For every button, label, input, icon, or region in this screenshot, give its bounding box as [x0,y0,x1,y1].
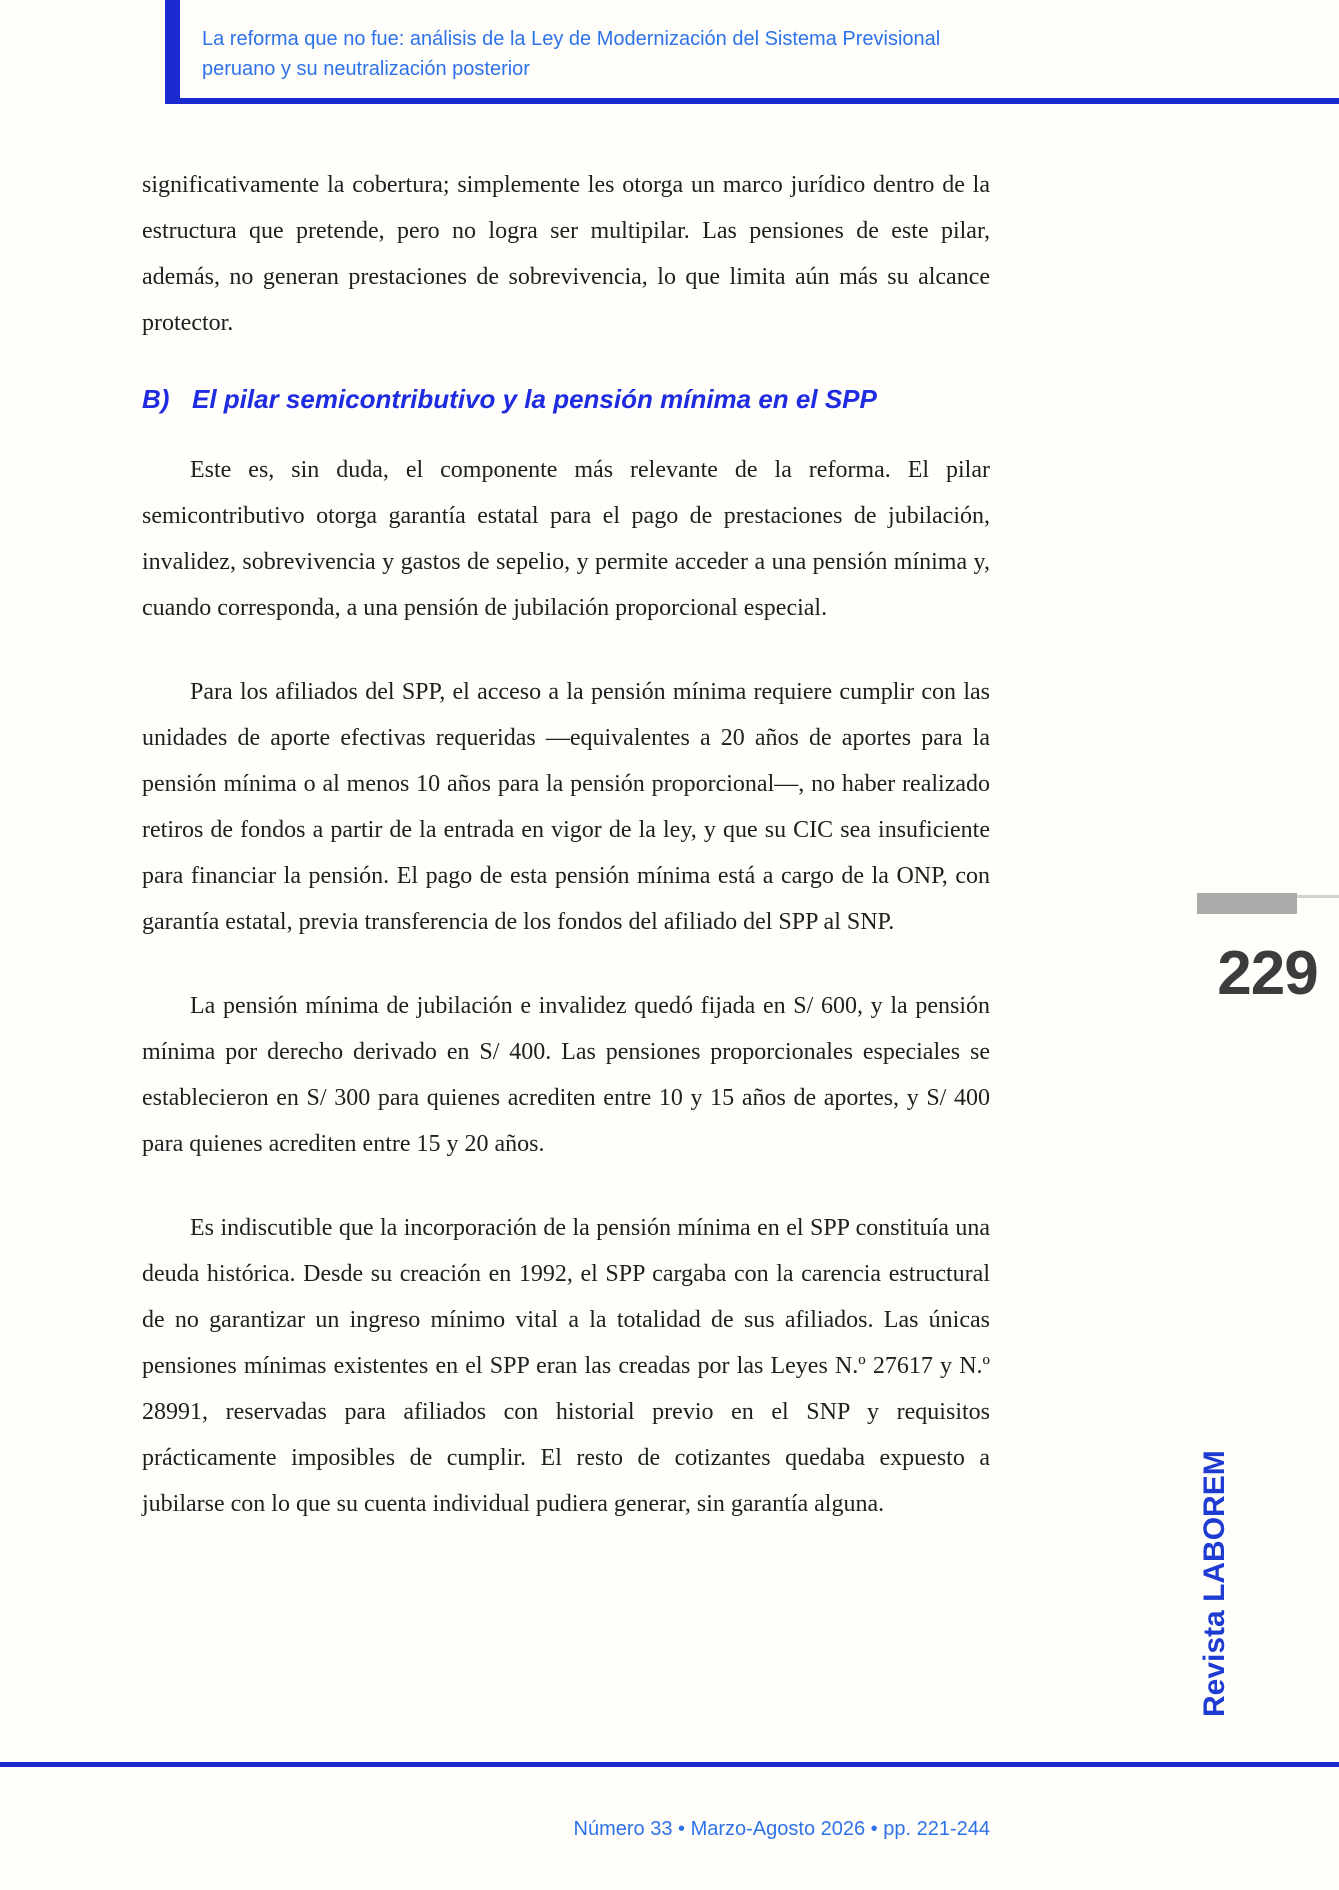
section-heading-label: B) [142,384,170,414]
journal-name-vertical: Revista LABOREM [1198,1450,1231,1717]
section-heading-title: El pilar semicontributivo y la pensión mínima en el SPP [192,384,877,414]
section-heading [142,384,990,415]
page-number: 229 [1217,939,1318,1008]
body-paragraph: Es indiscutible que la incorporación de la pensión mínima en el SPP constituía una deuda histórica. Desde su creación en 1992, el SPP cargaba con la carencia estructural de no garantizar un ingreso mínimo vital a la totalidad de sus afiliados. Las únicas pensiones mínimas existentes en el SPP eran las creadas por las Leyes N.º 27617 y N.º 28991, reservadas para afiliados con historial previo en el SNP y requisitos prácticamente imposibles de cumplir. El resto de cotizantes quedaba expuesto a jubilarse con lo que su cuenta individual pudiera generar, sin garantía alguna. [142,1215,990,1517]
header-accent-bar [165,0,180,104]
running-head-title: La reforma que no fue: análisis de la Ley de Modernización del Sistema Previsional peruano y su neutralización posterior [202,28,941,80]
body-paragraph: La pensión mínima de jubilación e invalidez quedó fijada en S/ 600, y la pensión mínima por derecho derivado en S/ 400. Las pensiones proporcionales especiales se establecieron en S/ 300 para quienes acrediten entre 10 y 15 años de aportes, y S/ 400 para quienes acrediten entre 15 y 20 años. [142,993,990,1157]
page-number-bar [1197,893,1297,914]
footer-rule [0,1762,1339,1767]
body-column [142,162,990,1565]
page-number-line [1297,895,1339,898]
body-paragraph: Este es, sin duda, el componente más relevante de la reforma. El pilar semicontributivo otorga garantía estatal para el pago de prestaciones de jubilación, invalidez, sobrevivencia y gastos de sepelio, y permite acceder a una pensión mínima y, cuando corresponda, a una pensión de jubilación proporcional especial. [142,457,990,621]
header-rule [165,98,1339,104]
footer-citation: Número 33 • Marzo-Agosto 2026 • pp. 221-244 [573,1818,990,1840]
body-paragraph-intro: significativamente la cobertura; simplemente les otorga un marco jurídico dentro de la estructura que pretende, pero no logra ser multipilar. Las pensiones de este pilar, además, no generan prestaciones de sobrevivencia, lo que limita aún más su alcance protector. [142,172,990,336]
body-paragraph: Para los afiliados del SPP, el acceso a la pensión mínima requiere cumplir con las unidades de aporte efectivas requeridas —equivalentes a 20 años de aportes para la pensión mínima o al menos 10 años para la pensión proporcional—, no haber realizado retiros de fondos a partir de la entrada en vigor de la ley, y que su CIC sea insuficiente para financiar la pensión. El pago de esta pensión mínima está a cargo de la ONP, con garantía estatal, previa transferencia de los fondos del afiliado del SPP al SNP. [142,679,990,935]
